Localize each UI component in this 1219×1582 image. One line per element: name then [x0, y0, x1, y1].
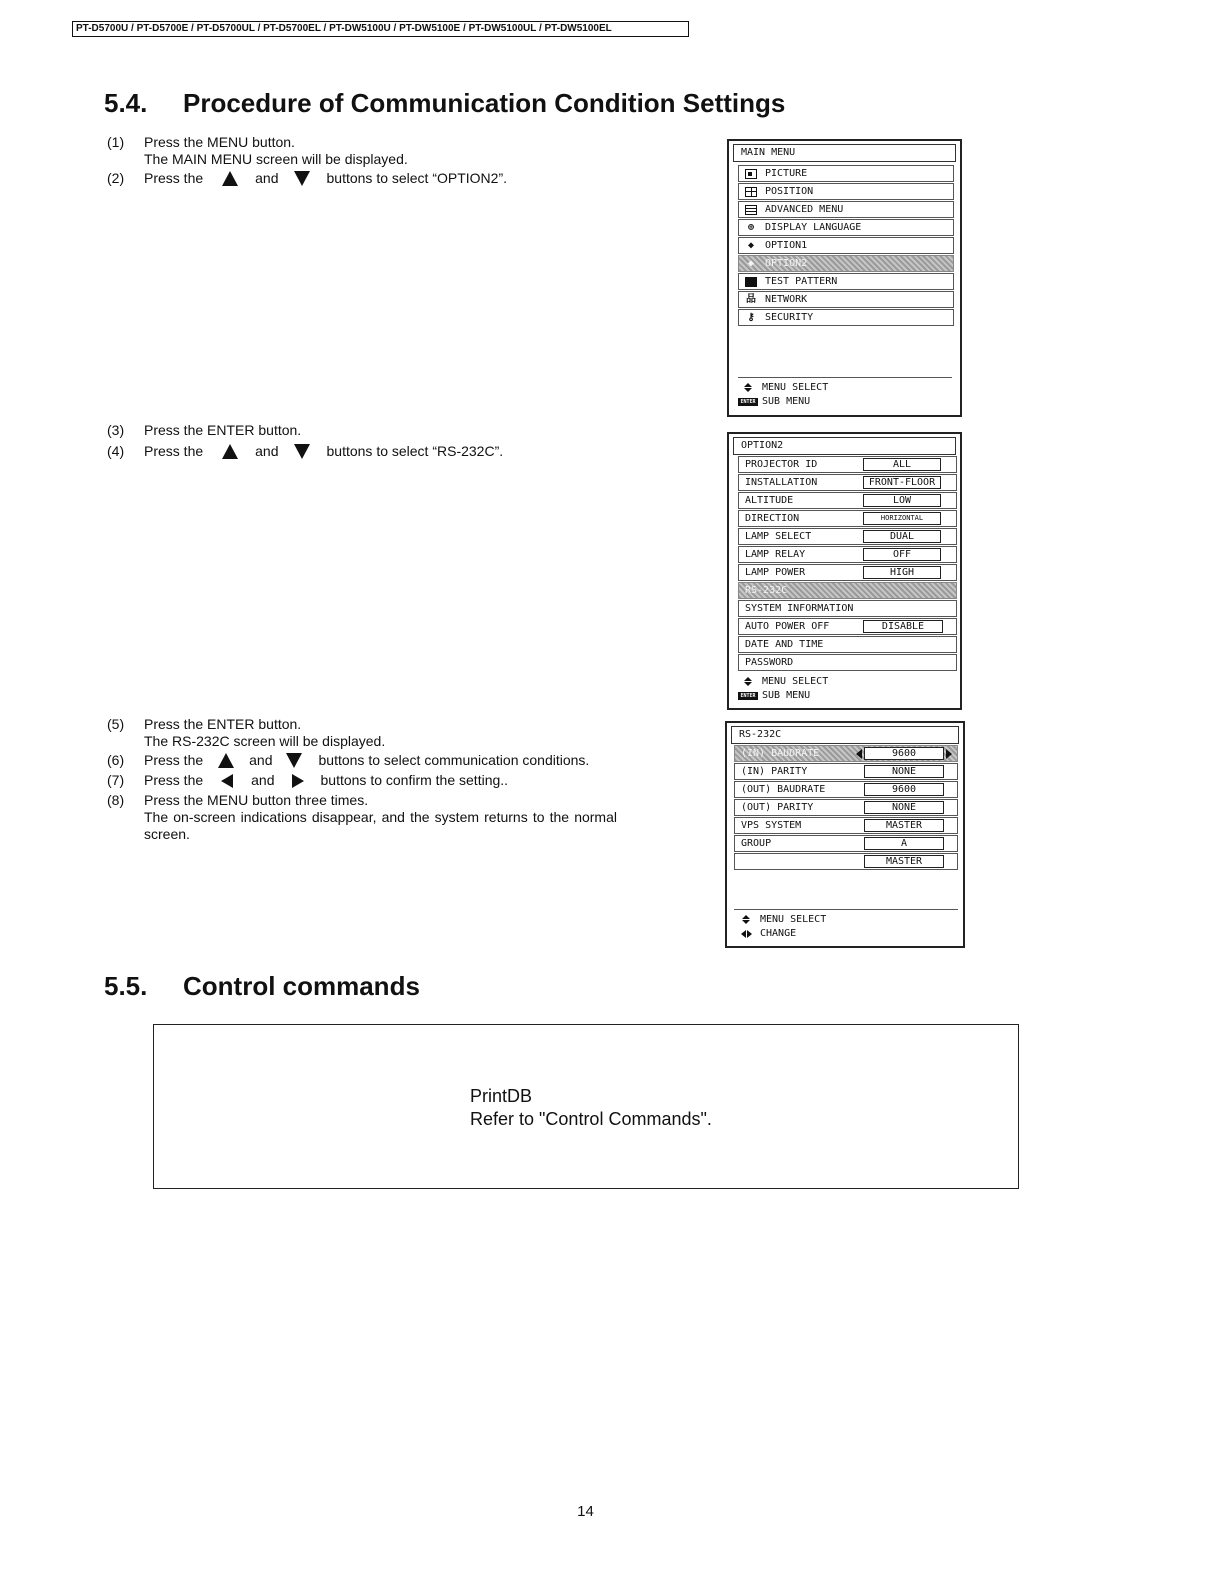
down-arrow-icon [294, 171, 310, 186]
main-menu-item-label: NETWORK [765, 294, 808, 305]
up-down-icon [744, 677, 752, 686]
step-7 [107, 772, 617, 789]
option2-row-label: INSTALLATION [745, 477, 818, 488]
control-commands-text [470, 1085, 712, 1131]
main-menu-divider [738, 377, 952, 378]
option2-row[interactable] [738, 636, 957, 653]
option2-row[interactable] [738, 600, 957, 617]
network-icon: 品 [746, 293, 756, 305]
step-1-line1: Press the MENU button. [144, 134, 295, 150]
option2-title: OPTION2 [733, 437, 956, 455]
step-8-line2: The on-screen indications disappear, and the system returns to the normal screen. [144, 809, 617, 842]
step-3 [107, 422, 617, 439]
rs232c-row-value: MASTER [864, 819, 944, 832]
test-pattern-icon [745, 277, 757, 287]
option-icon: ◆ [747, 257, 755, 269]
main-menu-item-network[interactable] [738, 291, 954, 308]
step-4 [107, 443, 617, 460]
step-6-pre: Press the [144, 752, 204, 768]
advanced-menu-icon [745, 205, 757, 215]
step-6-number: (6) [107, 752, 125, 768]
main-menu-item-test-pattern[interactable] [738, 273, 954, 290]
option2-row-label: DATE AND TIME [745, 639, 824, 650]
rs232c-row-value: MASTER [864, 855, 944, 868]
down-arrow-icon [286, 753, 302, 768]
rs232c-screen [725, 721, 965, 948]
step-3-number: (3) [107, 422, 125, 438]
position-icon [745, 187, 757, 197]
page-number: 14 [577, 1503, 594, 1520]
main-menu-item-picture[interactable] [738, 165, 954, 182]
main-menu-item-option1[interactable] [738, 237, 954, 254]
main-menu-item-label: ADVANCED MENU [765, 204, 844, 215]
rs232c-row-label: (OUT) PARITY [741, 802, 814, 813]
option2-row-label: PASSWORD [745, 657, 794, 668]
step-2-mid: and [255, 170, 279, 186]
main-menu-item-label: SECURITY [765, 312, 814, 323]
option2-row[interactable] [738, 654, 957, 671]
step-8-number: (8) [107, 792, 125, 808]
rs232c-row-label: (IN) PARITY [741, 766, 808, 777]
up-arrow-icon [222, 444, 238, 459]
main-menu-item-label: DISPLAY LANGUAGE [765, 222, 862, 233]
section-5-4-number: 5.4. [104, 88, 148, 118]
control-commands-box [153, 1024, 1019, 1189]
option2-footer-submenu-label: SUB MENU [762, 690, 811, 701]
step-4-mid: and [255, 443, 279, 459]
option2-row-label: DIRECTION [745, 513, 800, 524]
main-menu-item-security[interactable] [738, 309, 954, 326]
section-5-4-title: Procedure of Communication Condition Settings [183, 88, 786, 118]
enter-icon: ENTER [738, 692, 758, 700]
key-icon: ⚷ [747, 311, 755, 323]
step-4-post: buttons to select “RS-232C”. [326, 443, 504, 459]
option2-footer-submenu [738, 689, 810, 702]
option2-row-label: SYSTEM INFORMATION [745, 603, 854, 614]
rs232c-row-label: GROUP [741, 838, 772, 849]
main-menu-footer-submenu [738, 395, 810, 408]
option2-row-value: DISABLE [863, 620, 943, 633]
up-arrow-icon [218, 753, 234, 768]
rs232c-footer-change-label: CHANGE [760, 928, 797, 939]
step-7-number: (7) [107, 772, 125, 788]
section-5-4-heading [104, 88, 785, 119]
option2-row-label: LAMP SELECT [745, 531, 812, 542]
left-right-icon [741, 930, 752, 938]
step-4-number: (4) [107, 443, 125, 459]
globe-icon: ⊕ [747, 221, 755, 233]
right-arrow-icon[interactable] [946, 749, 952, 759]
section-5-5-number: 5.5. [104, 971, 148, 1001]
option2-row-rs232c[interactable] [738, 582, 957, 599]
left-arrow-icon[interactable] [856, 749, 862, 759]
option-icon: ◆ [747, 239, 755, 251]
control-commands-line2: Refer to "Control Commands". [470, 1109, 712, 1129]
step-2-number: (2) [107, 170, 125, 186]
step-6 [107, 752, 617, 769]
step-2-pre: Press the [144, 170, 204, 186]
rs232c-row-value: 9600 [864, 747, 944, 760]
main-menu-item-label: OPTION1 [765, 240, 808, 251]
option2-footer-select [738, 675, 828, 688]
section-5-5-title: Control commands [183, 971, 420, 1001]
model-list-header: PT-D5700U / PT-D5700E / PT-D5700UL / PT-D5700EL / PT-DW5100U / PT-DW5100E / PT-DW5100UL / PT-DW5100EL [72, 21, 689, 37]
main-menu-title: MAIN MENU [733, 144, 956, 162]
step-7-mid: and [251, 772, 275, 788]
rs232c-row-value: NONE [864, 801, 944, 814]
main-menu-item-advanced-menu[interactable] [738, 201, 954, 218]
section-5-5-heading [104, 971, 420, 1002]
step-3-text: Press the ENTER button. [144, 422, 302, 438]
rs232c-footer-select-label: MENU SELECT [760, 914, 827, 925]
up-down-icon [744, 383, 752, 392]
step-8 [107, 792, 617, 843]
enter-icon: ENTER [738, 398, 758, 406]
step-1 [107, 134, 617, 168]
step-6-post: buttons to select communication conditions. [318, 752, 590, 768]
option2-row-label: AUTO POWER OFF [745, 621, 830, 632]
rs232c-title: RS-232C [731, 726, 959, 744]
step-7-post: buttons to confirm the setting.. [320, 772, 509, 788]
rs232c-row-value: NONE [864, 765, 944, 778]
step-4-pre: Press the [144, 443, 204, 459]
option2-row-label: ALTITUDE [745, 495, 794, 506]
main-menu-item-display-language[interactable] [738, 219, 954, 236]
main-menu-item-label: POSITION [765, 186, 814, 197]
option2-row-value: DUAL [863, 530, 941, 543]
step-5-number: (5) [107, 716, 125, 732]
step-5-line1: Press the ENTER button. [144, 716, 302, 732]
step-1-number: (1) [107, 134, 125, 150]
option2-row-value: HIGH [863, 566, 941, 579]
main-menu-footer-select [738, 381, 828, 394]
step-5-line2: The RS-232C screen will be displayed. [144, 733, 386, 749]
down-arrow-icon [294, 444, 310, 459]
option2-row-value: FRONT-FLOOR [863, 476, 941, 489]
control-commands-line1: PrintDB [470, 1086, 533, 1106]
option2-row-label: LAMP POWER [745, 567, 806, 578]
picture-icon [745, 169, 757, 179]
up-down-icon [742, 915, 750, 924]
main-menu-item-label: OPTION2 [765, 258, 808, 269]
option2-row-label: PROJECTOR ID [745, 459, 818, 470]
step-1-line2: The MAIN MENU screen will be displayed. [144, 151, 408, 167]
step-5 [107, 716, 617, 750]
option2-row-value: LOW [863, 494, 941, 507]
step-2-post: buttons to select “OPTION2”. [326, 170, 508, 186]
rs232c-row-label: (IN) BAUDRATE [741, 748, 820, 759]
main-menu-footer-submenu-label: SUB MENU [762, 396, 811, 407]
option2-screen [727, 432, 962, 710]
left-arrow-icon [221, 774, 233, 788]
main-menu-item-label: TEST PATTERN [765, 276, 838, 287]
option2-row-value: ALL [863, 458, 941, 471]
step-8-line1: Press the MENU button three times. [144, 792, 369, 808]
main-menu-item-option2[interactable] [738, 255, 954, 272]
main-menu-item-position[interactable] [738, 183, 954, 200]
rs232c-row-value: A [864, 837, 944, 850]
rs232c-footer-select [736, 913, 826, 926]
main-menu-screen [727, 139, 962, 417]
step-7-pre: Press the [144, 772, 204, 788]
option2-footer-select-label: MENU SELECT [762, 676, 829, 687]
rs232c-footer-change [736, 927, 796, 940]
option2-row-label: LAMP RELAY [745, 549, 806, 560]
up-arrow-icon [222, 171, 238, 186]
rs232c-row-value: 9600 [864, 783, 944, 796]
step-2 [107, 170, 617, 187]
rs232c-row-label: VPS SYSTEM [741, 820, 802, 831]
right-arrow-icon [292, 774, 304, 788]
main-menu-item-label: PICTURE [765, 168, 808, 179]
option2-row-value: OFF [863, 548, 941, 561]
rs232c-divider [734, 909, 958, 910]
step-6-mid: and [249, 752, 273, 768]
rs232c-row-label: (OUT) BAUDRATE [741, 784, 826, 795]
main-menu-footer-select-label: MENU SELECT [762, 382, 829, 393]
option2-row-value: HORIZONTAL [863, 512, 941, 525]
option2-row-label: RS-232C [745, 585, 788, 596]
